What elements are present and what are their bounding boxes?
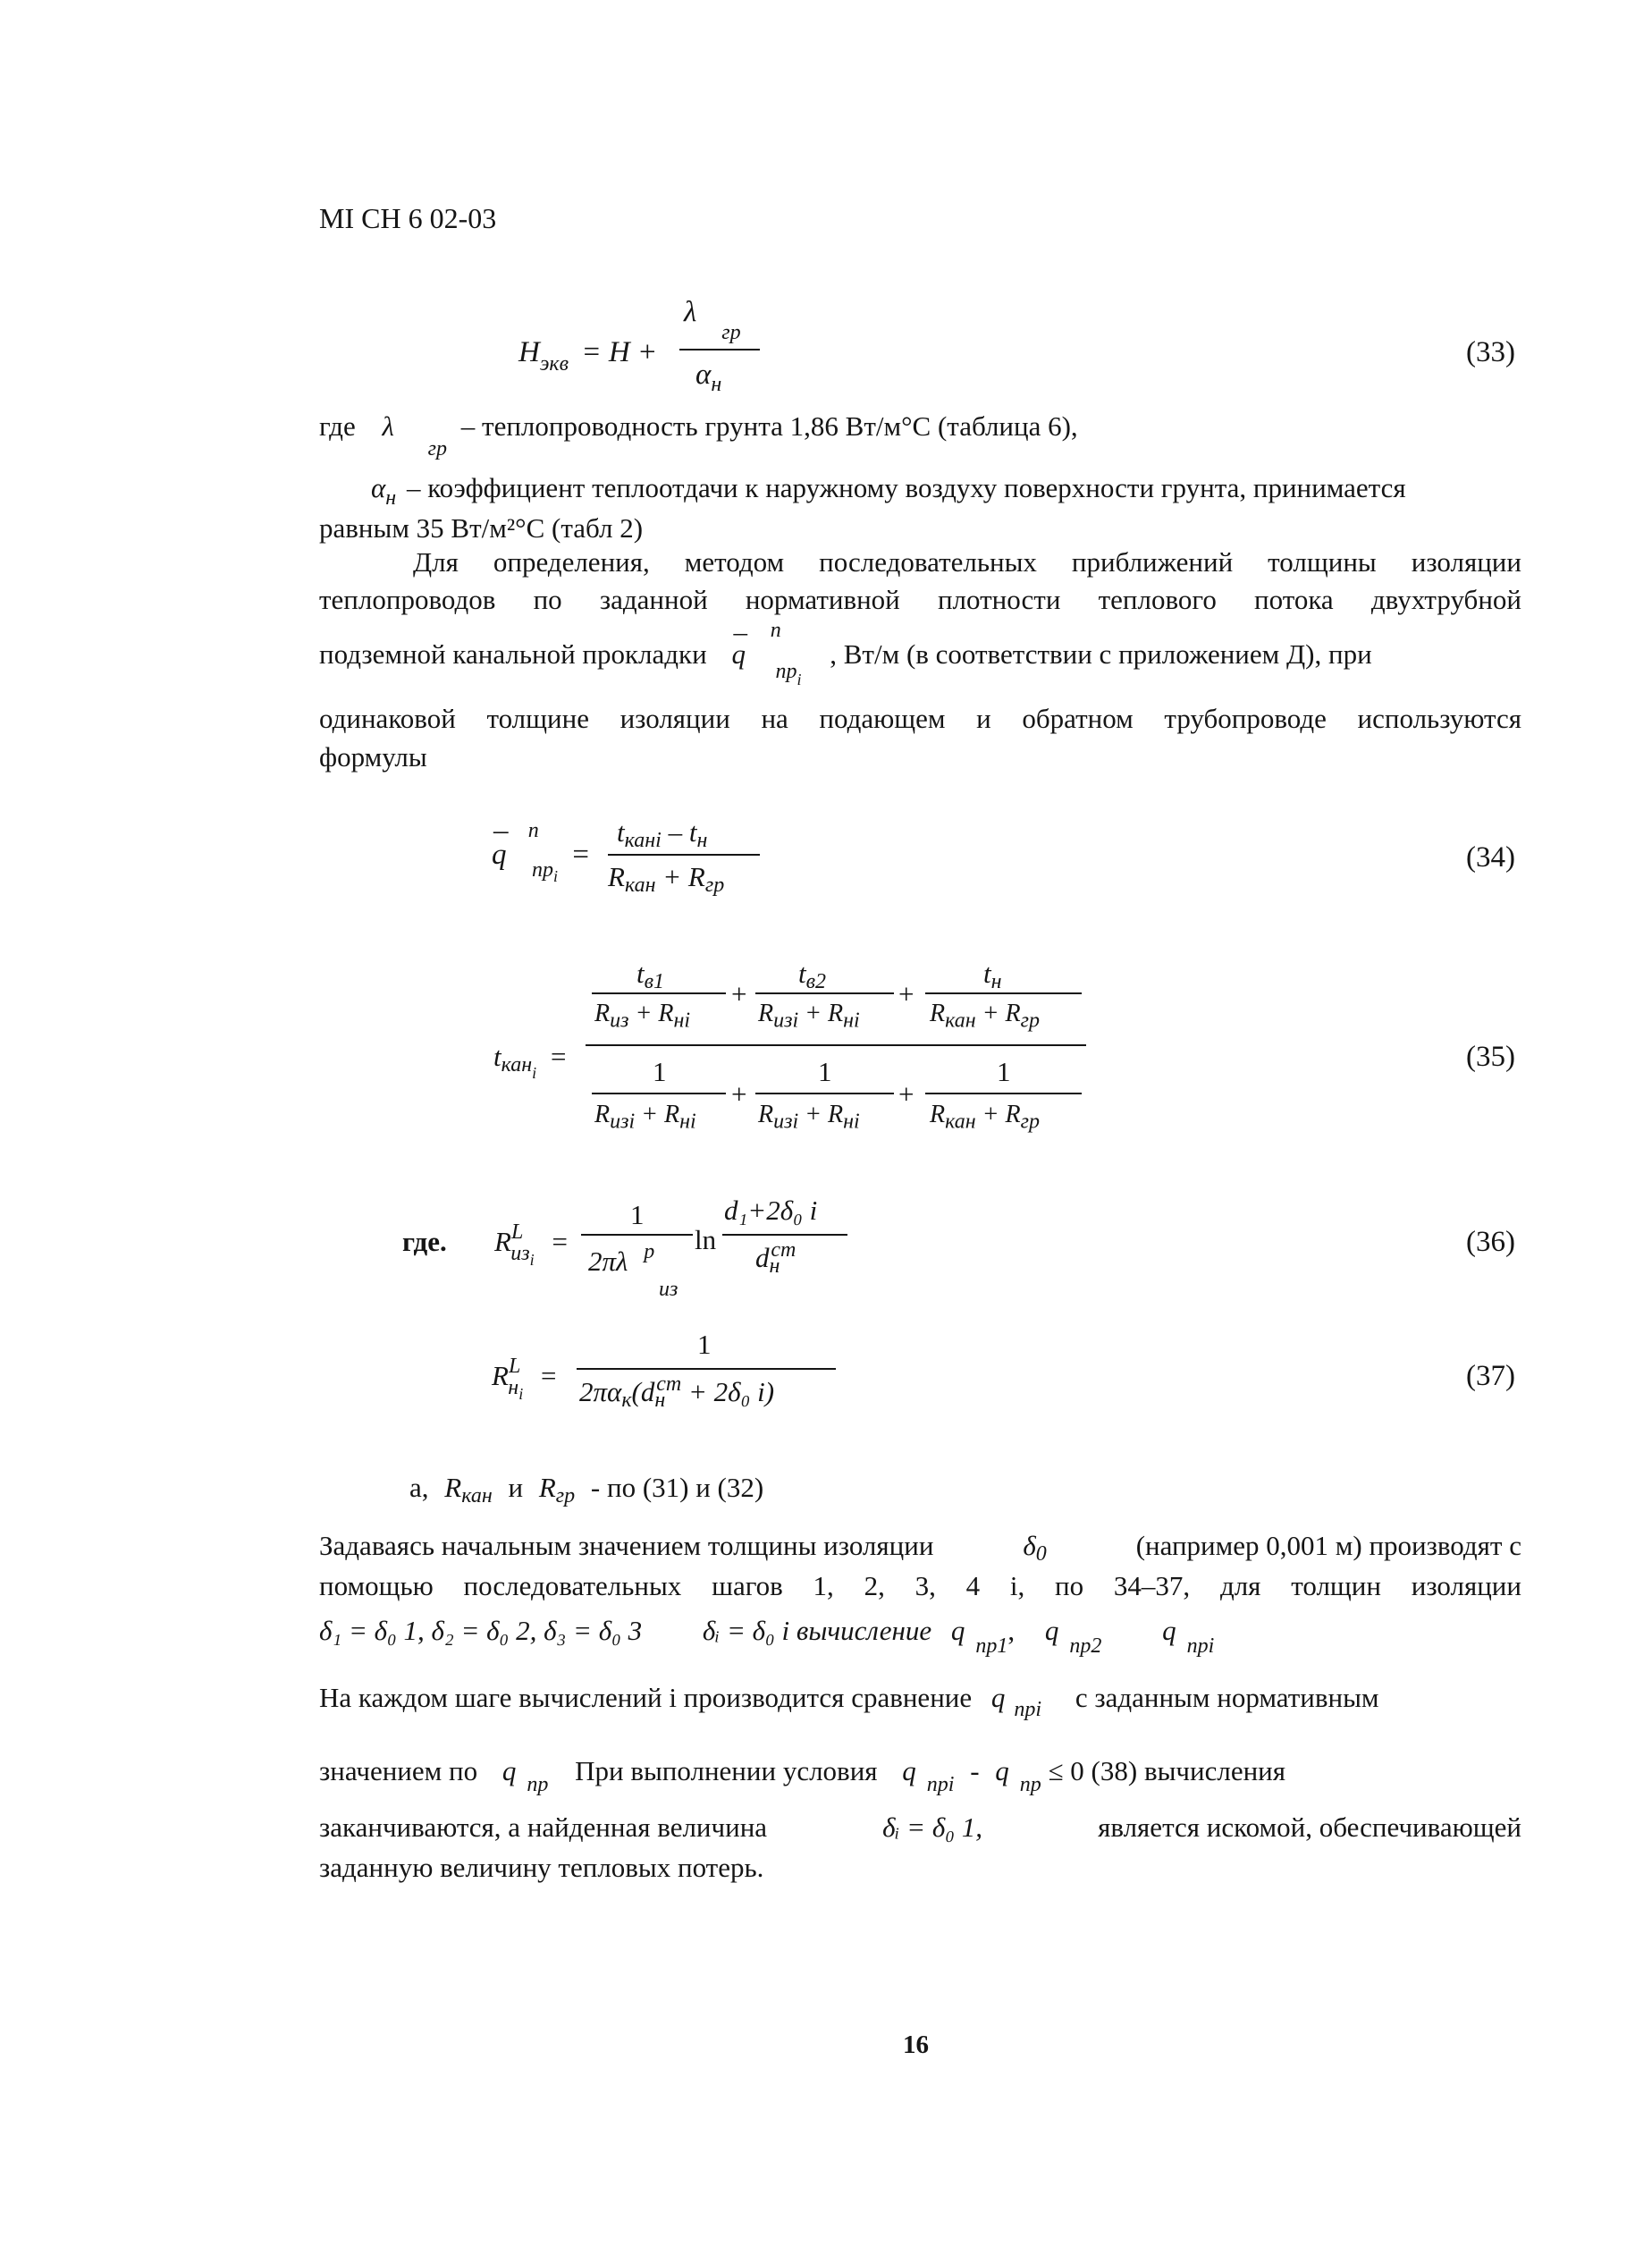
eq35-one2: 1 [818,1056,832,1087]
eq35-plus4: + [898,1078,914,1110]
eq35-bar3 [925,992,1082,994]
eq36-bar1 [581,1234,693,1236]
eq35-main-bar [586,1044,1086,1046]
eq35-d2: $R_{изi} + R_{нi}$ [758,1000,860,1033]
para3-line2: значением по q $_{пр}$ При выполнении условия q $_{прi}$ - q $_{пр}$ ≤ 0 (38) вычисления [319,1755,1286,1796]
eq35-plus1: + [731,978,747,1009]
eq33-denominator: $\alpha_н$ [695,359,722,396]
eq36-ln: ln [695,1224,717,1255]
eq35-bar2 [755,992,894,994]
where-alpha-line-2: равным 35 Вт/м²°С (табл 2) [319,512,644,544]
para3-line1: На каждом шаге вычислений i производится сравнение q $_{прi}$ с заданным нормативным [319,1682,1379,1721]
eq35-t2: tв2 [798,958,827,993]
eq34-numerator: tкані – tн [617,816,708,852]
eq33-numerator: $\lambda_{гр}$ [684,296,741,344]
para1-line3: подземной канальной прокладки q – $^n$ $_{прi}$ , Вт/м (в соответствии с приложением Д), при [319,616,1372,688]
eq36-lhs: $R^L_{изi}$ = [494,1220,569,1269]
para1-line4: одинаковой толщине изоляции на подающем и обратном трубопроводе используются [319,703,1521,734]
eq35-bar1 [592,992,726,994]
eq35-bar4 [592,1093,726,1094]
eq34-denominator: Rкан + Rгр [608,861,725,897]
eq35-lhs: tкан$_i$ = [493,1041,568,1082]
para2-line2: помощью последовательных шагов 1, 2, 3, 4 i, по 34–37, для толщин изоляции [319,1570,1521,1601]
para1-line5: формулы [319,741,427,773]
eq36-arg-den: $dн^{cm}$ [755,1238,796,1278]
eq36-bar2 [722,1234,847,1236]
eq35-d4: $R_{изi} + R_{нi}$ [594,1101,696,1134]
eq35-bar6 [925,1093,1082,1094]
para2-line3: δ₁ = δ₀ 1, δ₂ = δ₀ 2, δ₃ = δ₀ 3 δᵢ = δ₀ i вычисление q $_{пр1}$, q $_{пр2}$ q $_{прi}$ [319,1615,1215,1658]
eq35-bar5 [755,1093,894,1094]
eq37-one: 1 [697,1329,712,1360]
eq34-fraction-bar [608,854,760,856]
where-alpha-line: $\alpha_н$ – коэффициент теплоотдачи к наружному воздуху поверхности грунта, принимается [371,472,1406,510]
eq34-lhs: q – $^n$ $_{прi}$ = [492,815,591,885]
eq36-arg-num: d₁+2δ₀ i [724,1195,818,1226]
eq35-one1: 1 [653,1056,667,1087]
eq36-den: 2πλ $^p$ [588,1240,655,1277]
eq35-t1: tв1 [636,958,665,993]
eq37-lhs: $R^L_{нi}$ = [492,1355,558,1403]
where-lambda-line: где λ $_{гр}$ – теплопроводность грунта 1,86 Вт/м°С (таблица 6), [319,410,1078,460]
eq35-number: (35) [1466,1041,1515,1073]
para1-line2: теплопроводов по заданной нормативной плотности теплового потока двухтрубной [319,584,1521,615]
document-code: МI СН 6 02-03 [319,202,497,234]
eq33-lhs: $H_{экв} = H$ + [518,336,658,376]
eq34-number: (34) [1466,841,1515,874]
eq35-d3: $R_{кан} + R_{гр}$ [930,1000,1041,1033]
eq35-plus3: + [731,1078,747,1110]
note-line: а, Rкан и Rгр - по (31) и (32) [409,1472,764,1507]
page-number: 16 [903,2031,929,2059]
para3-line3: заканчиваются, а найденная величина δᵢ = δ₀ 1, является искомой, обеспечивающей [319,1811,1521,1843]
eq35-d1: $R_{из} + R_{нi}$ [594,1000,691,1033]
eq37-number: (37) [1466,1360,1515,1392]
eq33-number: (33) [1466,336,1515,368]
eq35-d5: $R_{изi} + R_{нi}$ [758,1101,860,1134]
eq37-bar [577,1368,836,1370]
eq35-one3: 1 [997,1056,1011,1087]
para1-line1: Для определения, методом последовательных приближений толщины изоляции [413,546,1521,578]
eq35-plus2: + [898,978,914,1009]
eq33-fraction-bar [679,349,760,350]
para2-line1: Задаваясь начальным значением толщины изоляции δ0 (например 0,001 м) производят с [319,1530,1521,1566]
q-bar-symbol: q – [731,616,747,670]
eq35-d6: $R_{кан} + R_{гр}$ [930,1101,1041,1134]
para3-line4: заданную величину тепловых потерь. [319,1852,764,1883]
eq35-t3: tн [983,958,1002,993]
eq36-den-sub: из [659,1278,678,1301]
eq36-number: (36) [1466,1226,1515,1258]
eq36-prefix: где. [402,1226,447,1257]
eq36-one: 1 [630,1199,645,1230]
eq37-den: $2\pi\alpha к(dн^{cm} + 2\delta_0$ i) [579,1372,775,1412]
